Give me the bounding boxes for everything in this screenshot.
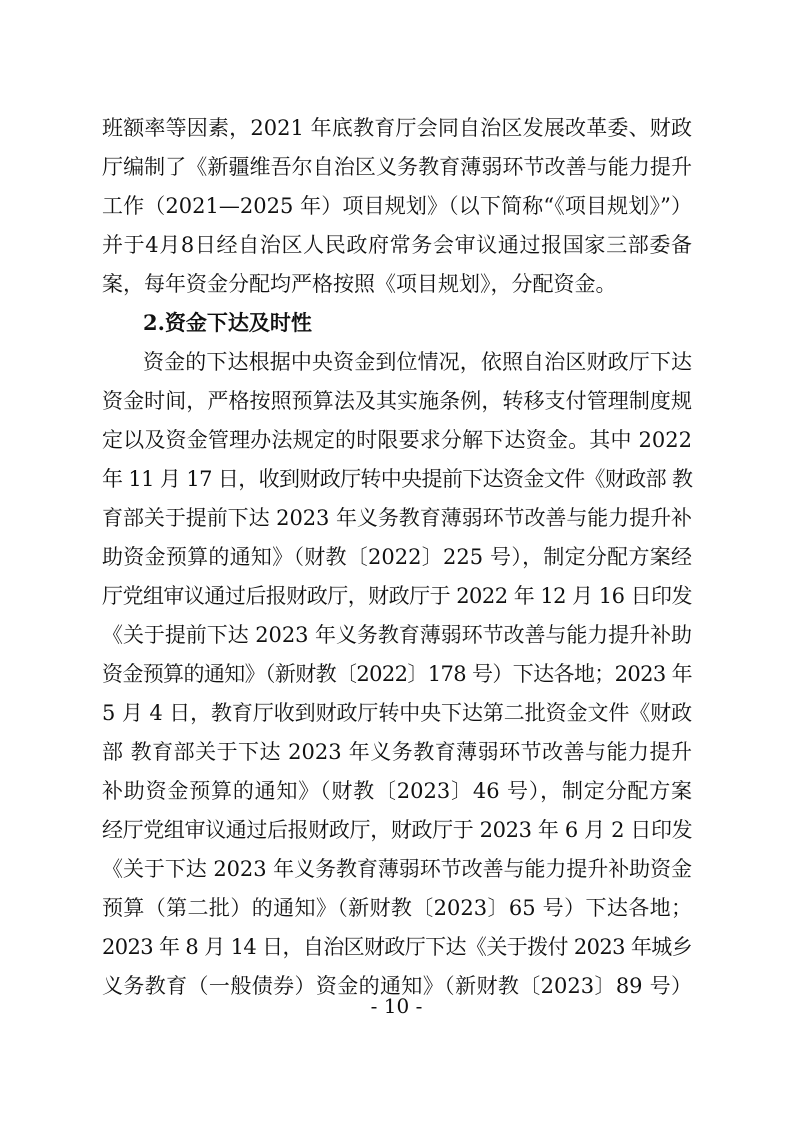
body-text-line: 资金的下达根据中央资金到位情况，依照自治区财政厅下达 xyxy=(143,350,692,374)
body-text-line: 资金时间，严格按照预算法及其实施条例，转移支付管理制度规 xyxy=(102,389,692,413)
body-text-line: 班额率等因素，2021 年底教育厅会同自治区发展改革委、财政 xyxy=(102,116,692,140)
body-text-line: 厅编制了《新疆维吾尔自治区义务教育薄弱环节改善与能力提升 xyxy=(102,155,692,179)
body-text-line: 定以及资金管理办法规定的时限要求分解下达资金。其中 2022 xyxy=(102,428,692,452)
body-text-line: 部 教育部关于下达 2023 年义务教育薄弱环节改善与能力提升 xyxy=(102,740,692,764)
body-text-line: 《关于提前下达 2023 年义务教育薄弱环节改善与能力提升补助 xyxy=(102,623,692,647)
body-text-line: 补助资金预算的通知》（财教〔2023〕46 号），制定分配方案 xyxy=(102,779,692,803)
body-text-line: 资金预算的通知》（新财教〔2022〕178 号）下达各地；2023 年 xyxy=(102,662,692,686)
body-text-line: 义务教育（一般债券）资金的通知》（新财教〔2023〕89 号） xyxy=(102,974,692,998)
body-text-line: 案，每年资金分配均严格按照《项目规划》，分配资金。 xyxy=(102,272,617,296)
page-number: - 10 - xyxy=(370,994,423,1018)
body-text-line: 助资金预算的通知》（财教〔2022〕225 号），制定分配方案经 xyxy=(102,545,692,569)
body-text-line: 预算（第二批）的通知》（新财教〔2023〕65 号）下达各地； xyxy=(102,896,692,920)
body-text-line: 5 月 4 日，教育厅收到财政厅转中央下达第二批资金文件《财政 xyxy=(102,701,692,725)
body-text-line: 2023 年 8 月 14 日，自治区财政厅下达《关于拨付 2023 年城乡 xyxy=(102,935,692,959)
section-heading: 2.资金下达及时性 xyxy=(143,310,312,335)
body-text-line: 育部关于提前下达 2023 年义务教育薄弱环节改善与能力提升补 xyxy=(102,506,692,530)
body-text-line: 并于4月8日经自治区人民政府常务会审议通过报国家三部委备 xyxy=(102,233,692,257)
body-text-line: 年 11 月 17 日，收到财政厅转中央提前下达资金文件《财政部 教 xyxy=(102,467,693,491)
body-text-line: 工作（2021—2025 年）项目规划》（以下简称“《项目规划》”） xyxy=(102,194,692,218)
body-text-line: 《关于下达 2023 年义务教育薄弱环节改善与能力提升补助资金 xyxy=(102,857,692,881)
body-text-line: 经厅党组审议通过后报财政厅，财政厅于 2023 年 6 月 2 日印发 xyxy=(102,818,693,842)
body-text-line: 厅党组审议通过后报财政厅，财政厅于 2022 年 12 月 16 日印发 xyxy=(102,584,692,608)
